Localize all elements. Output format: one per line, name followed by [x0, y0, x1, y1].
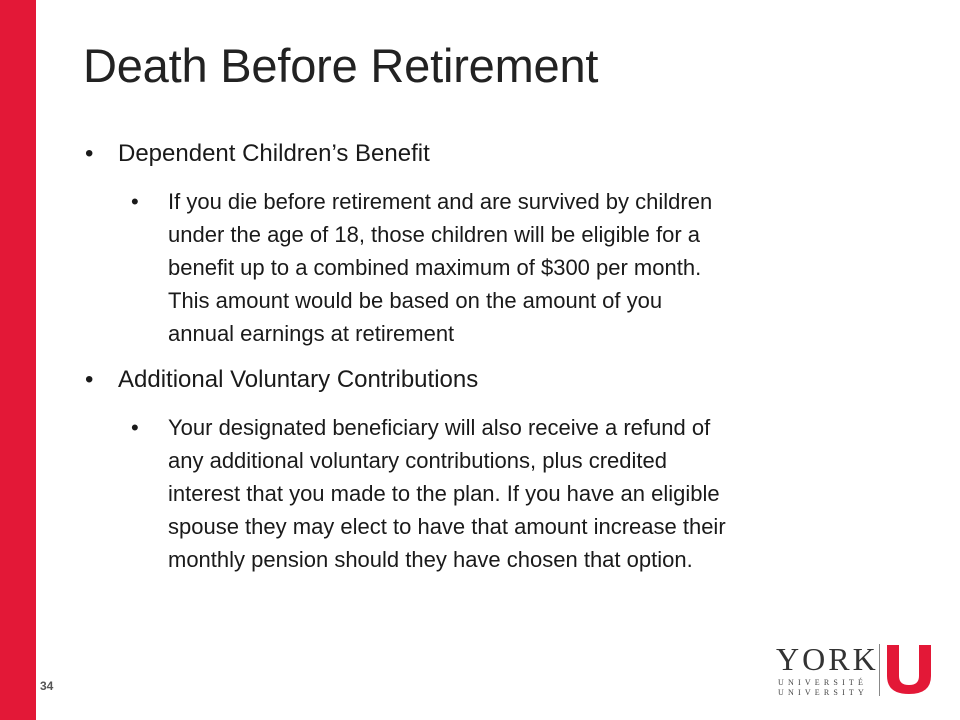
text-line: This amount would be based on the amount of you [168, 288, 663, 313]
york-u-icon [886, 642, 932, 694]
text-line: spouse they may elect to have that amount increase their [168, 514, 726, 539]
sub-bullet-voluntary-contributions-detail [131, 411, 933, 576]
text-line: If you die before retirement and are survived by children [168, 189, 713, 214]
slide-title: Death Before Retirement [83, 39, 599, 92]
text-line: interest that you made to the plan. If you have an eligible [168, 481, 720, 506]
text-line: benefit up to a combined maximum of $300 per month. [168, 255, 702, 280]
red-side-bar [0, 0, 36, 720]
bullet-dot: • [131, 189, 139, 214]
bullet-additional-voluntary-contributions [83, 364, 933, 395]
text-line: monthly pension should they have chosen that option. [168, 547, 693, 572]
bullet-dependent-childrens-benefit [83, 138, 933, 169]
text-line: Your designated beneficiary will also receive a refund of [168, 415, 711, 440]
slide-page-number: 34 [40, 679, 54, 693]
logo-universite-text: UNIVERSITÉ [778, 678, 868, 687]
bullet-heading: Additional Voluntary Contributions [118, 366, 479, 393]
bullet-dot: • [85, 366, 94, 393]
york-university-logo [776, 640, 936, 696]
text-line: annual earnings at retirement [168, 321, 455, 346]
text-line: under the age of 18, those children will be eligible for a [168, 222, 701, 247]
logo-wordmark: YORK [776, 641, 879, 677]
bullet-dot: • [85, 140, 94, 167]
logo-university-text: UNIVERSITY [778, 688, 868, 697]
slide-content [83, 138, 933, 590]
bullet-heading: Dependent Children’s Benefit [118, 140, 430, 167]
text-line: any additional voluntary contributions, plus credited [168, 448, 667, 473]
sub-bullet-childrens-benefit-detail [131, 185, 933, 350]
logo-divider [879, 644, 880, 696]
bullet-dot: • [131, 415, 139, 440]
